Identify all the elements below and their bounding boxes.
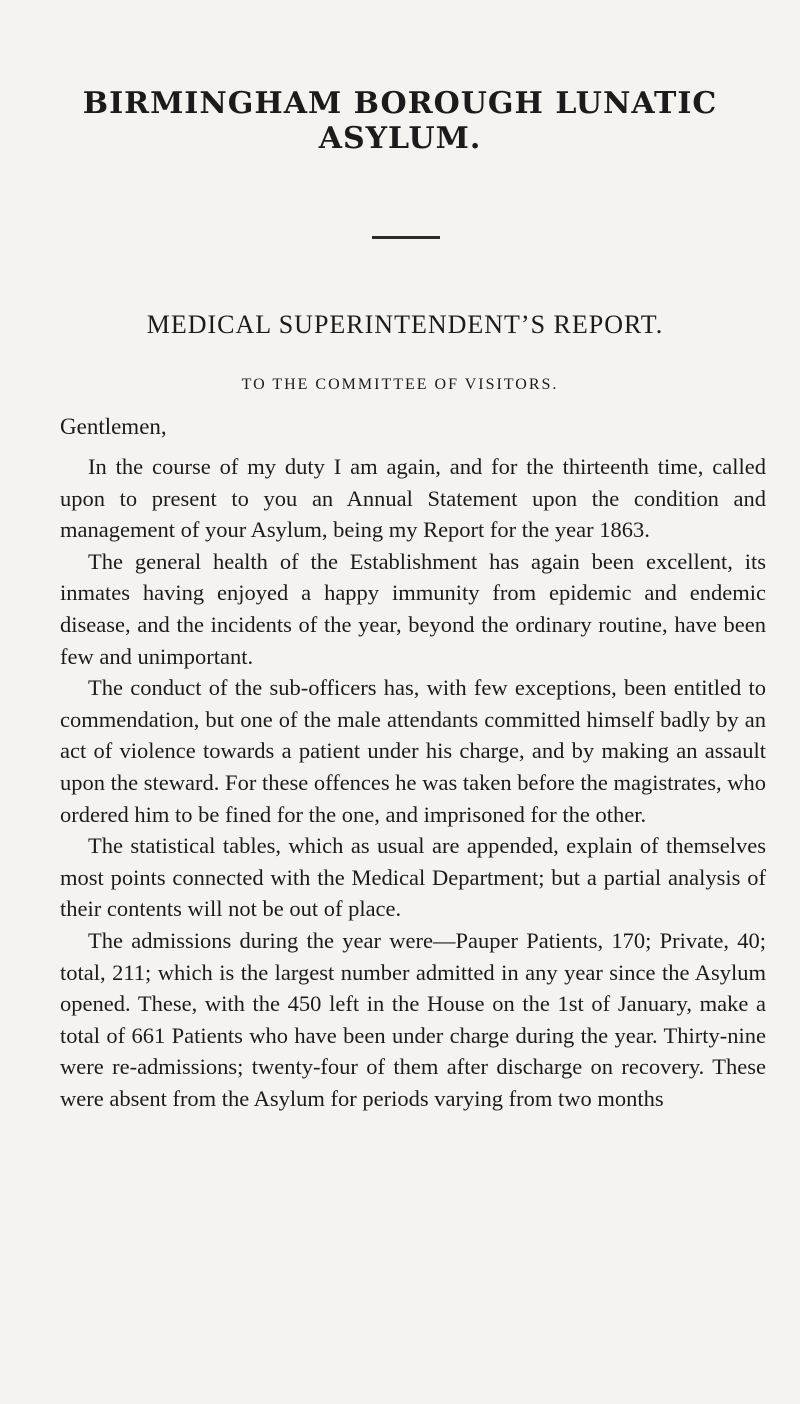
paragraph: The general health of the Establishment has again been excellent, its inmates having enjoyed a happy immunity from epidemic and endemic disease, and the incidents of the year, beyond the ordinary routine, have been few and unimportant.	[60, 548, 766, 669]
addressee-line: TO THE COMMITTEE OF VISITORS.	[241, 376, 559, 393]
paragraph: In the course of my duty I am again, and for the thirteenth time, called upon to present to you an Annual Statement upon the condition and management of your Asylum, being my Report for the year 1863.	[60, 454, 766, 543]
report-title: MEDICAL SUPERINTENDENT’S REPORT.	[146, 310, 664, 339]
salutation: Gentlemen,	[60, 414, 167, 439]
paragraph: The conduct of the sub-officers has, with few exceptions, been entitled to commendation, but one of the male attendants committed himself badly by an act of violence towards a patient under his charge, and by making an assault upon the steward. For these offences he was taken before the magistrates, who ordered him to be fined for the one, and imprisoned for the other.	[60, 675, 766, 827]
title-divider	[372, 236, 440, 239]
paragraph: The admissions during the year were—Pauper Patients, 170; Private, 40; total, 211; which is the largest number admitted in any year since the Asylum opened. These, with the 450 left in the House on the 1st of January, make a total of 661 Patients who have been under charge during the year. Thirty-nine were re-admissions; twenty-four of them after discharge on recovery. These were absent from the Asylum for periods varying from two months	[60, 927, 766, 1111]
document-title: BIRMINGHAM BOROUGH LUNATIC ASYLUM.	[82, 86, 718, 156]
report-body	[60, 451, 766, 1114]
paragraph: The statistical tables, which as usual are appended, explain of themselves most points connected with the Medical Department; but a partial analysis of their contents will not be out of place.	[60, 833, 766, 922]
